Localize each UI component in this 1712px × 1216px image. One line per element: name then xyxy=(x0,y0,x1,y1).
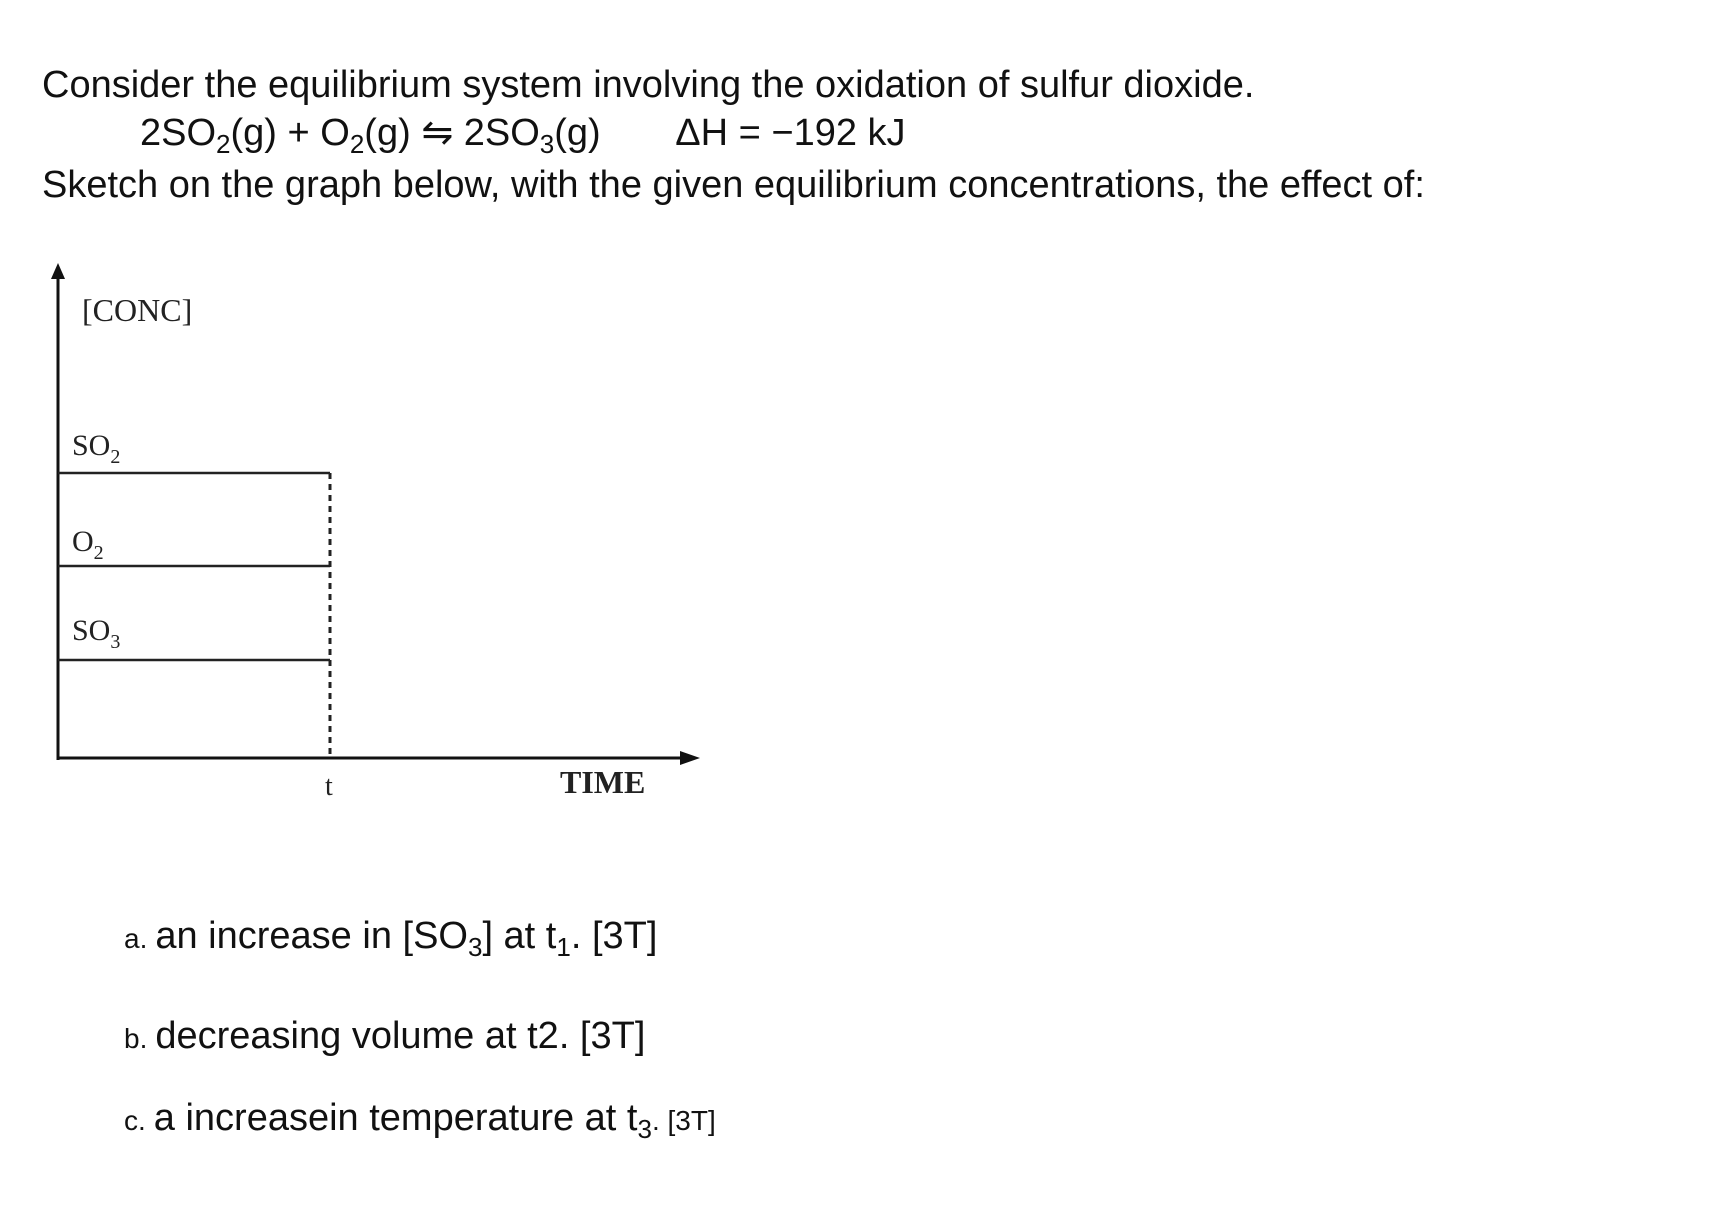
t-label: t xyxy=(325,771,333,802)
o2-subscript: 2 xyxy=(349,129,365,159)
part-a-mid: ] at t xyxy=(482,915,557,957)
intro-text: Consider the equilibrium system involving the oxidation of sulfur dioxide. xyxy=(42,64,1255,106)
concentration-time-graph[interactable] xyxy=(40,255,700,815)
so3-label xyxy=(72,614,120,653)
x-axis-arrow-icon xyxy=(680,751,700,765)
so2-label xyxy=(72,429,120,468)
part-c-letter: c. xyxy=(124,1105,146,1136)
part-a-post: . [3T] xyxy=(570,915,658,957)
so2-label-sub: 2 xyxy=(110,446,121,468)
so3-state: (g) xyxy=(554,112,601,154)
y-axis-label: [CONC] xyxy=(82,292,193,328)
part-a-letter: a. xyxy=(124,923,148,954)
part-c xyxy=(124,1097,716,1145)
enthalpy-change: ΔH = −192 kJ xyxy=(675,112,906,154)
part-c-text: a increasein temperature at t xyxy=(153,1097,638,1139)
so2-subscript: 2 xyxy=(216,129,231,159)
o2-state: (g) xyxy=(364,112,411,154)
part-b xyxy=(124,1015,645,1058)
instruction-text: Sketch on the graph below, with the given equilibrium concentrations, the effect of: xyxy=(42,164,1425,206)
part-a-text: an increase in [SO xyxy=(155,915,468,957)
part-b-letter: b. xyxy=(124,1023,148,1054)
reactant-o2: (g) + O xyxy=(230,112,350,154)
so3-subscript: 3 xyxy=(539,129,555,159)
product-so3: 2SO xyxy=(463,112,540,154)
equilibrium-arrow-icon: ⇋ xyxy=(421,112,454,154)
part-a-sub2: 1 xyxy=(556,932,571,962)
part-c-post: . [3T] xyxy=(651,1105,716,1136)
so3-label-sub: 3 xyxy=(110,631,121,653)
o2-label-base: O xyxy=(72,525,94,558)
so2-label-base: SO xyxy=(72,429,111,462)
x-axis-label: TIME xyxy=(560,764,646,800)
part-b-text: decreasing volume at t2. [3T] xyxy=(155,1015,646,1057)
o2-label xyxy=(72,525,104,564)
so3-label-base: SO xyxy=(72,614,111,647)
o2-label-sub: 2 xyxy=(93,542,104,564)
part-c-sub: 3 xyxy=(637,1114,652,1144)
part-a-sub: 3 xyxy=(467,932,483,962)
part-a xyxy=(124,915,657,963)
y-axis-arrow-icon xyxy=(51,263,65,279)
equilibrium-equation xyxy=(140,110,906,160)
reactant-so2: 2SO xyxy=(140,112,217,154)
